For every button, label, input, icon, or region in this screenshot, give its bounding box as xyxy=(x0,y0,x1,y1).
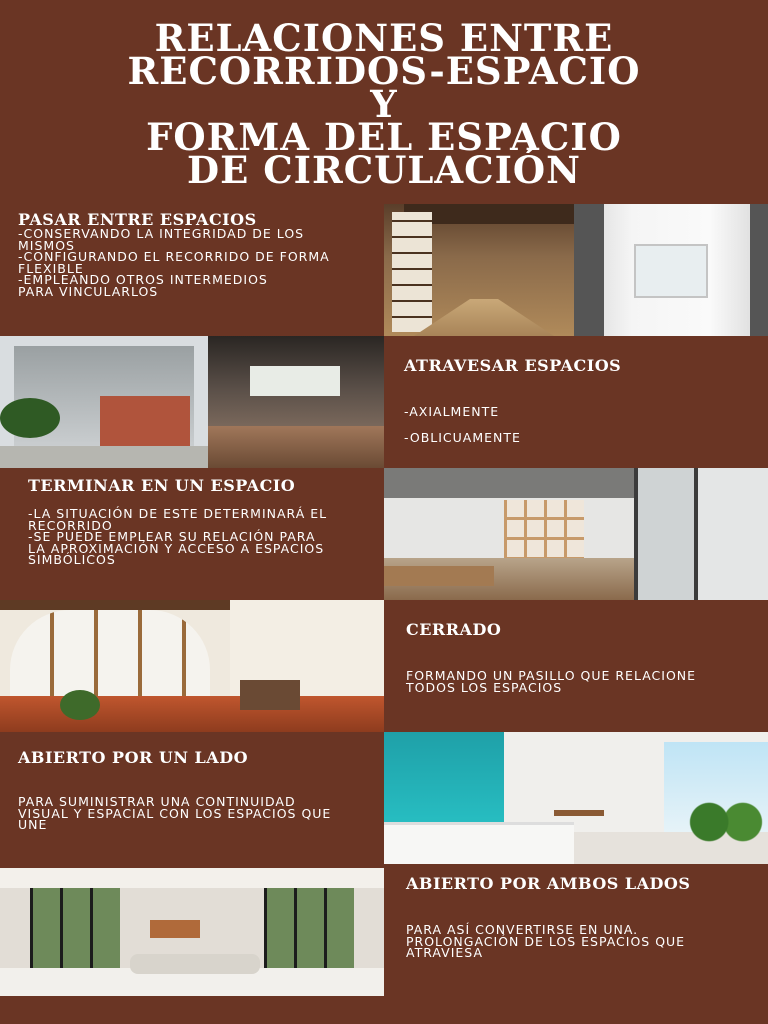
section-line: PARA SUMINISTRAR UNA CONTINUIDAD VISUAL Y ESPACIAL CON LOS ESPACIOS QUE UNE xyxy=(18,794,332,832)
section-line: FORMANDO UN PASILLO QUE RELACIONE TODOS LOS ESPACIOS xyxy=(406,668,697,695)
page-title xyxy=(0,16,768,192)
dining-room-photo xyxy=(0,868,384,996)
section-heading: ABIERTO POR AMBOS LADOS xyxy=(406,874,691,893)
section-abierto-por-ambos-lados xyxy=(384,864,768,996)
section-abierto-por-un-lado xyxy=(0,732,384,864)
section-heading: ABIERTO POR UN LADO xyxy=(18,748,249,767)
title-line-4: FORMA DEL ESPACIO xyxy=(146,115,622,159)
section-pasar-entre-espacios xyxy=(0,204,384,336)
section-line: -AXIALMENTE xyxy=(404,404,500,419)
section-line: -CONFIGURANDO EL RECORRIDO DE FORMA FLEXIBLE xyxy=(18,249,330,276)
title-line-5: DE CIRCULACIÓN xyxy=(187,148,581,192)
section-cerrado xyxy=(384,600,768,732)
section-line: -LA SITUACIÓN DE ESTE DETERMINARÁ EL RECORRIDO xyxy=(28,506,328,533)
kitchen-photo xyxy=(384,732,768,864)
section-heading: ATRAVESAR ESPACIOS xyxy=(404,356,622,375)
section-heading: TERMINAR EN UN ESPACIO xyxy=(28,476,296,495)
building-photo xyxy=(0,336,384,468)
title-line-1: RELACIONES ENTRE xyxy=(154,16,614,60)
title-line-2: RECORRIDOS-ESPACIO xyxy=(127,49,641,93)
section-line: -CONSERVANDO LA INTEGRIDAD DE LOS MISMOS xyxy=(18,226,305,253)
section-line: -EMPLEANDO OTROS INTERMEDIOS PARA VINCULARLOS xyxy=(18,272,268,299)
section-terminar-en-un-espacio xyxy=(0,468,384,600)
interior-photo xyxy=(384,468,768,600)
section-heading: PASAR ENTRE ESPACIOS xyxy=(18,210,257,229)
section-line: -OBLICUAMENTE xyxy=(404,429,521,445)
section-line: PARA ASÍ CONVERTIRSE EN UNA. PROLONGACIÓN DE LOS ESPACIOS QUE ATRAVIESA xyxy=(406,922,686,960)
section-atravesar-espacios xyxy=(384,336,768,468)
section-heading: CERRADO xyxy=(406,620,502,639)
corridor-photo xyxy=(384,204,768,336)
title-line-3: Y xyxy=(370,82,398,126)
arcade-photo xyxy=(0,600,384,732)
section-line: -SE PUEDE EMPLEAR SU RELACIÓN PARA LA APROXIMACIÓN Y ACCESO A ESPACIOS SIMBÓLICOS xyxy=(28,529,325,567)
